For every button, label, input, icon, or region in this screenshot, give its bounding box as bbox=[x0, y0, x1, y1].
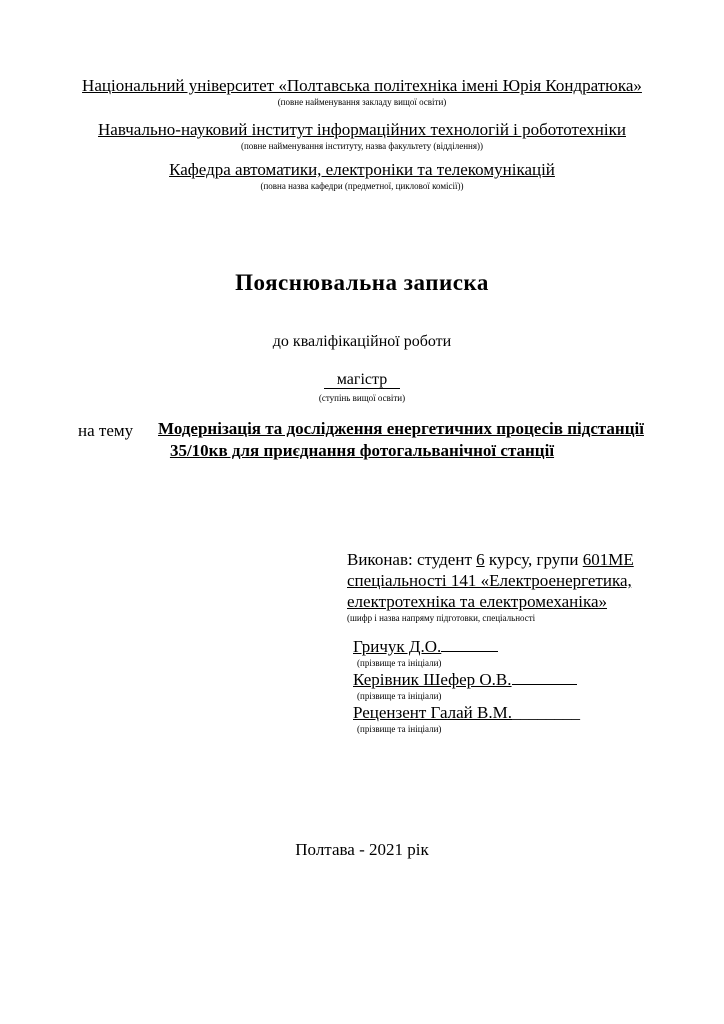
university-name: Національний університет «Полтавська політехніка імені Юрія Кондратюка» bbox=[82, 76, 642, 95]
city-year: Полтава - 2021 рік bbox=[295, 840, 429, 859]
reviewer-underscores: ________ bbox=[512, 703, 580, 722]
specialty-line2: електротехніка та електромеханіка» bbox=[347, 592, 608, 611]
department-name: Кафедра автоматики, електроніки та телекомунікацій bbox=[169, 160, 555, 179]
signature-line bbox=[512, 682, 577, 685]
topic-line2 bbox=[0, 441, 724, 461]
student-row bbox=[347, 636, 687, 657]
signatures bbox=[347, 636, 687, 735]
specialty-line1: спеціальності 141 «Електроенергетика, bbox=[347, 571, 632, 590]
supervisor-row bbox=[347, 669, 687, 690]
group-value: 601МЕ bbox=[582, 550, 634, 569]
university-caption: (повне найменування закладу вищої освіти) bbox=[277, 97, 447, 107]
institute-name: Навчально-науковий інститут інформаційних технологій і робототехніки bbox=[98, 120, 626, 139]
reviewer-caption: (прізвище та ініціали) bbox=[357, 724, 442, 734]
specialty-caption: (шифр і назва напряму підготовки, спеціальності bbox=[347, 613, 536, 623]
performer-line1 bbox=[347, 549, 687, 570]
institute-caption: (повне найменування інституту, назва факультету (відділення)) bbox=[240, 141, 483, 151]
header bbox=[40, 76, 684, 192]
topic-label: на тему bbox=[78, 421, 134, 440]
course-value: 6 bbox=[476, 550, 485, 569]
document-subtitle: до кваліфікаційної роботи bbox=[272, 333, 452, 350]
performer-block bbox=[347, 549, 687, 735]
supervisor-caption: (прізвище та ініціали) bbox=[357, 691, 442, 701]
performer-prefix: Виконав: студент bbox=[347, 550, 477, 569]
performer-mid: курсу, групи bbox=[484, 550, 583, 569]
signature-line bbox=[441, 649, 498, 652]
department-caption: (повна назва кафедри (предметної, циклової комісії)) bbox=[260, 181, 464, 191]
degree-value: магістр bbox=[324, 371, 400, 389]
degree-caption: (ступінь вищої освіти) bbox=[318, 393, 406, 403]
reviewer-row bbox=[347, 702, 687, 723]
student-name: Гричук Д.О. bbox=[353, 637, 442, 656]
topic-line1: Модернізація та дослідження енергетичних процесів підстанції bbox=[158, 419, 644, 438]
reviewer-name: Рецензент Галай В.М. bbox=[353, 703, 512, 722]
degree-row bbox=[0, 371, 724, 389]
supervisor-name: Керівник Шефер О.В. bbox=[353, 670, 512, 689]
document-title: Пояснювальна записка bbox=[235, 270, 489, 295]
topic-line2-text: 35/10кв для приєднання фотогальванічної станції bbox=[169, 441, 555, 460]
student-caption: (прізвище та ініціали) bbox=[357, 658, 442, 668]
